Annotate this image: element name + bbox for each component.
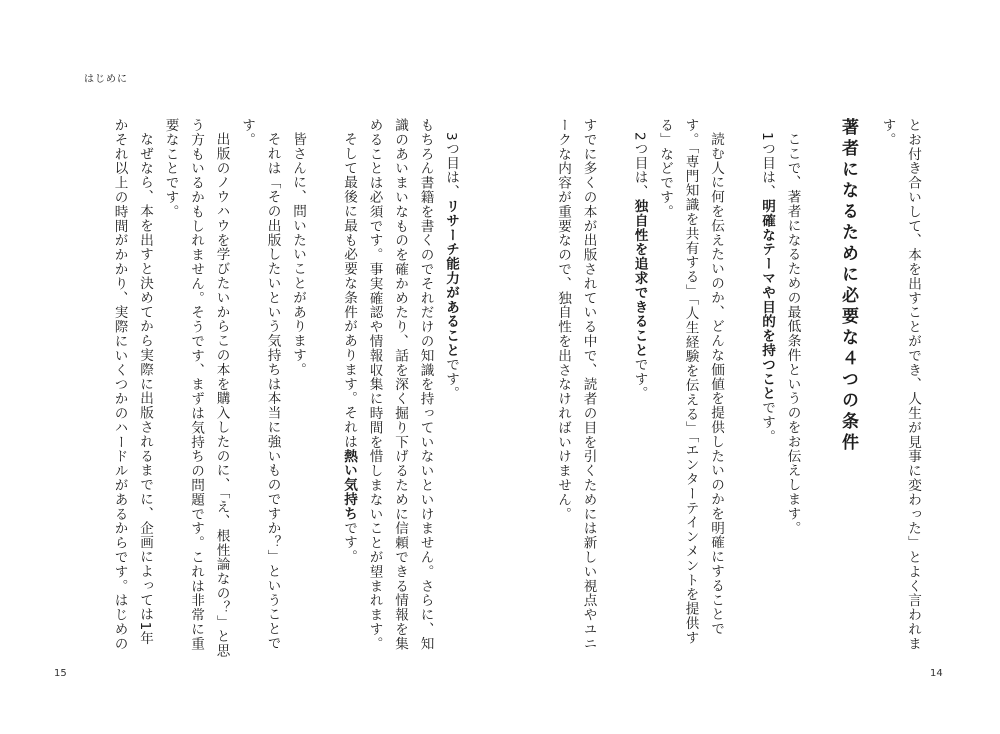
- left-para-3-emphasis: 熱い気持ち: [341, 448, 357, 521]
- right-para-3: [754, 118, 780, 658]
- right-para-5-pre: 2つ目は、: [631, 131, 648, 199]
- left-para-1-emphasis: リサーチ能力があること: [443, 198, 459, 358]
- left-para-1-post: です。: [443, 357, 459, 401]
- left-para-1: [438, 118, 464, 658]
- right-para-1: とお付き合いして、本を出すことができ、人生が見事に変わった」とよく言われます。: [879, 118, 921, 651]
- left-para-4: 皆さんに、問いたいことがあります。: [290, 131, 306, 377]
- left-para-7: なぜなら、本を出すと決めてから実際に出版されるまでに、企画によっては1年かそれ以上の時間がかかり、実際にいくつかのハードルがあるからです。はじめの: [111, 118, 153, 651]
- right-para-2: ここで、著者になるための最低条件というのをお伝えします。: [784, 131, 801, 535]
- left-para-1-pre: 3つ目は、: [443, 131, 459, 199]
- left-para-3-post: です。: [341, 520, 357, 564]
- page-number-left: 15: [54, 668, 67, 679]
- left-para-3: [336, 118, 362, 658]
- section-heading: 著者になるために必要な４つの条件: [838, 118, 858, 454]
- right-para-3-emphasis: 明確なテーマや目的を持つこと: [759, 198, 775, 401]
- right-para-4: 読む人に何を伝えたいのか、どんな価値を提供したいのかを明確にすることです。「専門知識を共有する」「人生経験を伝える」「エンターテインメントを提供する」などです。: [657, 118, 724, 645]
- right-page-body: [535, 118, 925, 658]
- running-head: はじめに: [84, 74, 128, 85]
- left-page-body: [55, 118, 463, 658]
- right-para-5-emphasis: 独自性を追求できること: [631, 198, 648, 358]
- right-para-3-pre: 1つ目は、: [759, 131, 775, 199]
- right-para-3-post: です。: [759, 400, 775, 444]
- right-para-6: すでに多くの本が出版されている中で、読者の目を引くためには新しい視点やユニークな内容が重要なので、独自性を出さなければいけません。: [555, 118, 597, 651]
- right-para-5: [626, 118, 652, 658]
- page-number-right: 14: [930, 668, 943, 679]
- left-para-3-pre: そして最後に最も必要な条件があります。それは: [341, 131, 357, 449]
- left-para-5: それは「その出版したいという気持ちは本当に強いものですか？」ということです。: [239, 118, 281, 650]
- right-para-5-post: です。: [631, 357, 648, 401]
- left-para-2: もちろん書籍を書くのでそれだけの知識を持っていないといけません。さらに、知識のあいまいなものを確かめたり、話を深く掘り下げるために信頼できる情報を集めることは必須です。事実確認や情報収集に時間を惜しまないことが望まれます。: [366, 118, 434, 651]
- left-para-6: 出版のノウハウを学びたいからこの本を購入したのに、「え、根性論なの？」と思う方もいるかもしれません。そうです、まずは気持ちの問題です。これは非常に重要なことです。: [162, 118, 230, 658]
